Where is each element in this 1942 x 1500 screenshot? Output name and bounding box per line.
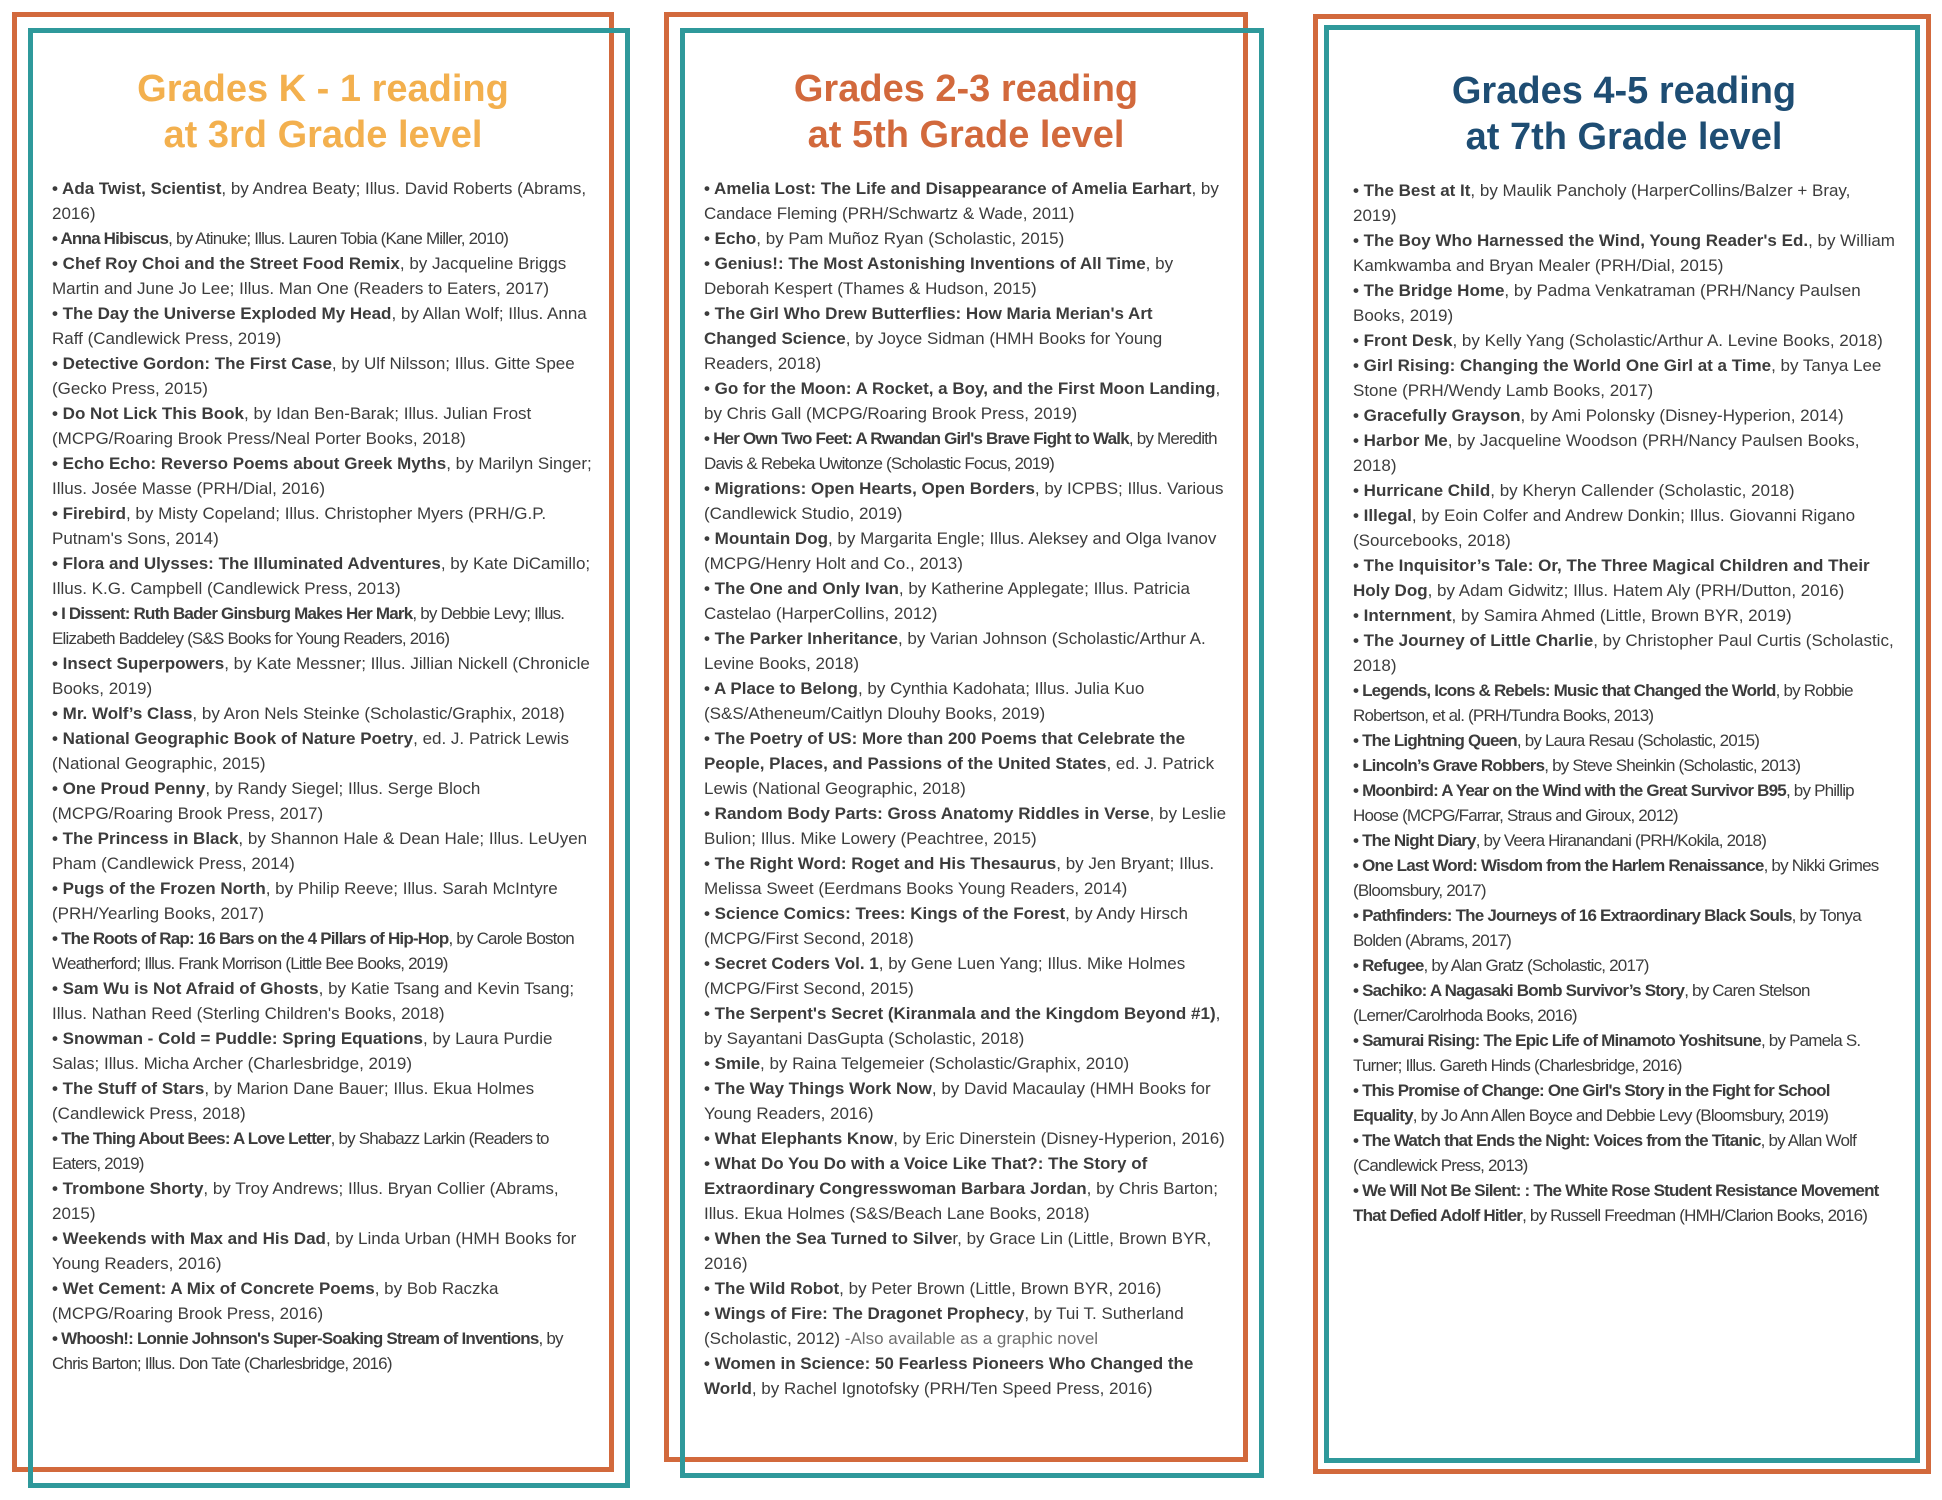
book-list (704, 176, 1228, 1401)
grade-column-2-3 (664, 12, 1264, 1478)
book-details: , by Chris Gall (MCPG/Roaring Brook Press, 2019) (704, 379, 1221, 423)
book-entry (704, 801, 1228, 851)
column-heading (1353, 68, 1895, 160)
book-details: , by Andrea Beaty; Illus. David Roberts (Abrams, 2016) (52, 179, 587, 223)
book-details: , by William Kamkwamba and Bryan Mealer (PRH/Dial, 2015) (1353, 231, 1895, 275)
book-details: , by Kheryn Callender (Scholastic, 2018) (1490, 481, 1795, 500)
book-entry (704, 626, 1228, 676)
book-title: • The One and Only Ivan (704, 579, 899, 598)
book-entry (704, 576, 1228, 626)
book-entry (52, 926, 594, 976)
book-entry (52, 301, 594, 351)
book-entry (52, 1176, 594, 1226)
book-details: , by Carole Boston Weatherford; Illus. Frank Morrison (Little Bee Books, 2019) (52, 929, 574, 973)
book-entry (52, 451, 594, 501)
book-entry (704, 1126, 1228, 1151)
book-details: , by Robbie Robertson, et al. (PRH/Tundra Books, 2013) (1353, 681, 1853, 725)
book-title: • Science Comics: Trees: Kings of the Forest (704, 904, 1066, 923)
book-details: , by Tonya Bolden (Abrams, 2017) (1353, 906, 1861, 950)
book-entry (1353, 978, 1895, 1028)
book-title: • Amelia Lost: The Life and Disappearance of Amelia Earhart (704, 179, 1192, 198)
column-content (704, 38, 1228, 1452)
book-entry (704, 526, 1228, 576)
book-details: , by Debbie Levy; Illus. Elizabeth Baddeley (S&S Books for Young Readers, 2016) (52, 604, 565, 648)
book-details: , by Joyce Sidman (HMH Books for Young Readers, 2018) (704, 329, 1163, 373)
book-details: , by Aron Nels Steinke (Scholastic/Graphix, 2018) (192, 704, 565, 723)
book-details: , by Russell Freedman (HMH/Clarion Books, 2016) (1522, 1206, 1868, 1225)
book-details: r, by Grace Lin (Little, Brown BYR, 2016) (704, 1229, 1212, 1273)
grade-column-k1 (12, 12, 630, 1488)
book-title: • Women in Science: 50 Fearless Pioneers Who Changed the World (704, 1354, 1194, 1398)
heading-line-2: at 7th Grade level (1465, 116, 1783, 158)
book-title: • When the Sea Turned to Silve (704, 1229, 953, 1248)
book-details: , by Katie Tsang and Kevin Tsang; Illus. Nathan Reed (Sterling Children's Books, 2018) (52, 979, 575, 1023)
book-title: • The Girl Who Drew Butterflies: How Maria Merian's Art Changed Science (704, 304, 1153, 348)
book-details: , by Laura Purdie Salas; Illus. Micha Archer (Charlesbridge, 2019) (52, 1029, 553, 1073)
book-title: • The Princess in Black (52, 829, 239, 848)
book-title: • Hurricane Child (1353, 481, 1491, 500)
book-details: , by Eoin Colfer and Andrew Donkin; Illus. Giovanni Rigano (Sourcebooks, 2018) (1353, 506, 1856, 550)
book-title: • Lincoln’s Grave Robbers (1353, 756, 1545, 775)
book-title: • Anna Hibiscus (52, 229, 169, 248)
book-details: , by Jen Bryant; Illus. Melissa Sweet (Eerdmans Books Young Readers, 2014) (704, 854, 1215, 898)
book-entry (52, 701, 594, 726)
book-details: , by Jacqueline Woodson (PRH/Nancy Paulsen Books, 2018) (1353, 431, 1860, 475)
book-title: • Chef Roy Choi and the Street Food Remix (52, 254, 400, 273)
book-entry (704, 726, 1228, 801)
book-entry (704, 251, 1228, 301)
book-details: , by Chris Barton; Illus. Don Tate (Charlesbridge, 2016) (52, 1329, 563, 1373)
book-entry (52, 1276, 594, 1326)
book-details: , by Randy Siegel; Illus. Serge Bloch (MCPG/Roaring Brook Press, 2017) (52, 779, 481, 823)
book-title: • Random Body Parts: Gross Anatomy Riddles in Verse (704, 804, 1150, 823)
column-heading (52, 66, 594, 158)
book-entry (1353, 353, 1895, 403)
book-entry (1353, 478, 1895, 503)
book-details: , ed. J. Patrick Lewis (National Geographic, 2015) (52, 729, 570, 773)
book-details: , by Laura Resau (Scholastic, 2015) (1516, 731, 1760, 750)
book-entry (1353, 553, 1895, 603)
book-title: • The Thing About Bees: A Love Letter (52, 1129, 331, 1148)
book-title: • Internment (1353, 606, 1452, 625)
book-entry (1353, 828, 1895, 853)
availability-note: -Also available as a graphic novel (844, 1329, 1099, 1348)
book-title: • Mr. Wolf’s Class (52, 704, 193, 723)
book-entry (52, 551, 594, 601)
book-details: , by Ulf Nilsson; Illus. Gitte Spee (Gecko Press, 2015) (52, 354, 575, 398)
book-details: , by Rachel Ignotofsky (PRH/Ten Speed Press, 2016) (751, 1379, 1153, 1398)
heading-line-1: Grades 4-5 reading (1451, 70, 1797, 112)
book-details: , ed. J. Patrick Lewis (National Geographic, 2018) (704, 754, 1215, 798)
book-title: • What Do You Do with a Voice Like That?: The Story of Extraordinary Congresswoman Barbara Jordan (704, 1154, 1148, 1198)
book-details: , by Veera Hiranandani (PRH/Kokila, 2018) (1475, 831, 1767, 850)
book-title: • Front Desk (1353, 331, 1453, 350)
book-details: , by Kelly Yang (Scholastic/Arthur A. Levine Books, 2018) (1452, 331, 1883, 350)
book-title: • Moonbird: A Year on the Wind with the Great Survivor B95 (1353, 781, 1786, 800)
book-title: • Legends, Icons & Rebels: Music that Changed the World (1353, 681, 1776, 700)
book-title: • Echo (704, 229, 757, 248)
book-entry (704, 476, 1228, 526)
book-entry (1353, 228, 1895, 278)
book-details: , by Meredith Davis & Rebeka Uwitonze (Scholastic Focus, 2019) (704, 429, 1217, 473)
book-list (52, 176, 594, 1376)
book-details: , by Phillip Hoose (MCPG/Farrar, Straus and Giroux, 2012) (1353, 781, 1854, 825)
book-title: • The Serpent's Secret (Kiranmala and the Kingdom Beyond #1) (704, 1004, 1216, 1023)
book-title: • Detective Gordon: The First Case (52, 354, 332, 373)
book-details: , by Marion Dane Bauer; Illus. Ekua Holmes (Candlewick Press, 2018) (52, 1079, 535, 1123)
book-entry (52, 976, 594, 1026)
book-details: , by Kate DiCamillo; Illus. K.G. Campbell (Candlewick Press, 2013) (52, 554, 591, 598)
book-details: , by Andy Hirsch (MCPG/First Second, 2018) (704, 904, 1188, 948)
book-title: • One Last Word: Wisdom from the Harlem Renaissance (1353, 856, 1764, 875)
book-entry (52, 351, 594, 401)
book-entry (52, 1326, 594, 1376)
book-title: • The Roots of Rap: 16 Bars on the 4 Pillars of Hip-Hop (52, 929, 449, 948)
book-entry (52, 776, 594, 826)
book-entry (1353, 903, 1895, 953)
book-details: , by Peter Brown (Little, Brown BYR, 2016) (839, 1279, 1162, 1298)
book-title: • The Boy Who Harnessed the Wind, Young Reader's Ed. (1353, 231, 1809, 250)
book-entry (1353, 328, 1895, 353)
grade-column-4-5 (1313, 14, 1931, 1474)
book-details: , by Deborah Kespert (Thames & Hudson, 2015) (704, 254, 1174, 298)
column-content (1353, 40, 1895, 1448)
book-details: , by Sayantani DasGupta (Scholastic, 2018) (704, 1004, 1221, 1048)
book-details: , by Jo Ann Allen Boyce and Debbie Levy (Bloomsbury, 2019) (1412, 1106, 1829, 1125)
book-entry (704, 1226, 1228, 1276)
book-title: • The Stuff of Stars (52, 1079, 205, 1098)
book-details: , by Bob Raczka (MCPG/Roaring Brook Press, 2016) (52, 1279, 499, 1323)
book-entry (52, 226, 594, 251)
book-entry (704, 1351, 1228, 1401)
book-entry (1353, 1078, 1895, 1128)
book-title: • Harbor Me (1353, 431, 1448, 450)
book-entry (52, 601, 594, 651)
book-title: • National Geographic Book of Nature Poetry (52, 729, 414, 748)
book-entry (704, 1051, 1228, 1076)
book-title: • Pathfinders: The Journeys of 16 Extraordinary Black Souls (1353, 906, 1792, 925)
book-entry (52, 651, 594, 701)
book-entry (704, 226, 1228, 251)
book-title: • Secret Coders Vol. 1 (704, 954, 879, 973)
book-entry (1353, 853, 1895, 903)
book-entry (1353, 178, 1895, 228)
book-details: , by Troy Andrews; Illus. Bryan Collier (Abrams, 2015) (52, 1179, 559, 1223)
heading-line-2: at 3rd Grade level (163, 114, 483, 156)
book-title: • The Journey of Little Charlie (1353, 631, 1594, 650)
book-details: , by Marilyn Singer; Illus. Josée Masse (PRH/Dial, 2016) (52, 454, 592, 498)
book-entry (1353, 603, 1895, 628)
book-details: , by Atinuke; Illus. Lauren Tobia (Kane Miller, 2010) (168, 229, 509, 248)
book-details: , by Christopher Paul Curtis (Scholastic, 2018) (1353, 631, 1894, 675)
book-title: • Pugs of the Frozen North (52, 879, 266, 898)
book-title: • The Bridge Home (1353, 281, 1505, 300)
book-entry (52, 176, 594, 226)
book-entry (52, 1226, 594, 1276)
book-title: • Refugee (1353, 956, 1424, 975)
book-details: , by Alan Gratz (Scholastic, 2017) (1423, 956, 1649, 975)
book-title: • The Way Things Work Now (704, 1079, 932, 1098)
book-entry (52, 826, 594, 876)
book-entry (704, 301, 1228, 376)
book-details: , by ICPBS; Illus. Various (Candlewick Studio, 2019) (704, 479, 1224, 523)
book-entry (52, 251, 594, 301)
book-details: , by Adam Gidwitz; Illus. Hatem Aly (PRH/Dutton, 2016) (1427, 581, 1845, 600)
book-details: , by Philip Reeve; Illus. Sarah McIntyre (PRH/Yearling Books, 2017) (52, 879, 558, 923)
book-title: • The Right Word: Roget and His Thesaurus (704, 854, 1057, 873)
book-entry (52, 1076, 594, 1126)
book-details: , by Tanya Lee Stone (PRH/Wendy Lamb Books, 2017) (1353, 356, 1882, 400)
book-title: • Gracefully Grayson (1353, 406, 1521, 425)
book-details: , by Samira Ahmed (Little, Brown BYR, 2019) (1451, 606, 1792, 625)
book-title: • The Day the Universe Exploded My Head (52, 304, 392, 323)
book-title: • The Parker Inheritance (704, 629, 898, 648)
book-title: • The Wild Robot (704, 1279, 840, 1298)
book-details: , by Nikki Grimes (Bloomsbury, 2017) (1353, 856, 1879, 900)
book-details: , by Pam Muñoz Ryan (Scholastic, 2015) (756, 229, 1065, 248)
book-title: • Girl Rising: Changing the World One Girl at a Time (1353, 356, 1772, 375)
book-title: • Sam Wu is Not Afraid of Ghosts (52, 979, 319, 998)
book-title: • Weekends with Max and His Dad (52, 1229, 326, 1248)
book-details: , by Maulik Pancholy (HarperCollins/Balzer + Bray, 2019) (1353, 181, 1851, 225)
book-entry (1353, 428, 1895, 478)
book-entry (1353, 403, 1895, 428)
book-title: • Mountain Dog (704, 529, 828, 548)
book-title: • Genius!: The Most Astonishing Inventions of All Time (704, 254, 1146, 273)
book-entry (1353, 753, 1895, 778)
book-title: • The Night Diary (1353, 831, 1476, 850)
book-title: • Migrations: Open Hearts, Open Borders (704, 479, 1035, 498)
book-title: • What Elephants Know (704, 1129, 894, 1148)
book-details: , by Gene Luen Yang; Illus. Mike Holmes (MCPG/First Second, 2015) (704, 954, 1186, 998)
book-entry (1353, 1128, 1895, 1178)
book-entry (704, 1301, 1228, 1351)
book-details: , by Margarita Engle; Illus. Aleksey and Olga Ivanov (MCPG/Henry Holt and Co., 2013) (704, 529, 1217, 573)
book-title: • Smile (704, 1054, 761, 1073)
book-entry (704, 676, 1228, 726)
book-details: , by Misty Copeland; Illus. Christopher Myers (PRH/G.P. Putnam's Sons, 2014) (52, 504, 547, 548)
book-details: , by Linda Urban (HMH Books for Young Readers, 2016) (52, 1229, 577, 1273)
book-entry (1353, 728, 1895, 753)
book-entry (1353, 1028, 1895, 1078)
book-details: , by Leslie Bulion; Illus. Mike Lowery (Peachtree, 2015) (704, 804, 1227, 848)
book-details: , by Shabazz Larkin (Readers to Eaters, 2019) (52, 1129, 549, 1173)
book-title: • Illegal (1353, 506, 1412, 525)
book-entry (704, 1076, 1228, 1126)
book-entry (52, 1026, 594, 1076)
book-details: , by Idan Ben-Barak; Illus. Julian Frost (MCPG/Roaring Brook Press/Neal Porter Books, 2018) (52, 404, 532, 448)
book-details: , by Padma Venkatraman (PRH/Nancy Paulsen Books, 2019) (1353, 281, 1861, 325)
book-title: • The Best at It (1353, 181, 1471, 200)
book-title: • Go for the Moon: A Rocket, a Boy, and the First Moon Landing (704, 379, 1216, 398)
book-title: • The Lightning Queen (1353, 731, 1517, 750)
book-details: , by Raina Telgemeier (Scholastic/Graphix, 2010) (760, 1054, 1130, 1073)
book-title: • The Inquisitor’s Tale: Or, The Three Magical Children and Their Holy Dog (1353, 556, 1870, 600)
book-entry (1353, 778, 1895, 828)
book-title: • The Poetry of US: More than 200 Poems that Celebrate the People, Places, and Passions of the United States (704, 729, 1186, 773)
book-title: • Wings of Fire: The Dragonet Prophecy (704, 1304, 1025, 1323)
column-content (52, 38, 594, 1462)
book-title: • Wet Cement: A Mix of Concrete Poems (52, 1279, 375, 1298)
book-entry (1353, 678, 1895, 728)
book-list (1353, 178, 1895, 1228)
book-entry (704, 851, 1228, 901)
book-details: , by David Macaulay (HMH Books for Young Readers, 2016) (704, 1079, 1211, 1123)
book-title: • Insect Superpowers (52, 654, 225, 673)
book-entry (704, 1151, 1228, 1226)
book-details: , by Pamela S. Turner; Illus. Gareth Hinds (Charlesbridge, 2016) (1353, 1031, 1861, 1075)
book-title: • Do Not Lick This Book (52, 404, 245, 423)
book-title: • Her Own Two Feet: A Rwandan Girl's Brave Fight to Walk (704, 429, 1129, 448)
book-entry (52, 876, 594, 926)
book-details: , by Kate Messner; Illus. Jillian Nickell (Chronicle Books, 2019) (52, 654, 590, 698)
book-entry (52, 1126, 594, 1176)
book-details: , by Allan Wolf; Illus. Anna Raff (Candlewick Press, 2019) (52, 304, 587, 348)
book-title: • One Proud Penny (52, 779, 206, 798)
book-details: , by Eric Dinerstein (Disney-Hyperion, 2016) (893, 1129, 1225, 1148)
book-details: , by Katherine Applegate; Illus. Patricia Castelao (HarperCollins, 2012) (704, 579, 1190, 623)
heading-line-2: at 5th Grade level (807, 114, 1125, 156)
book-title: • Firebird (52, 504, 126, 523)
book-title: • A Place to Belong (704, 679, 858, 698)
book-entry (704, 951, 1228, 1001)
book-entry (1353, 1178, 1895, 1228)
heading-line-1: Grades 2-3 reading (793, 68, 1139, 110)
book-entry (52, 501, 594, 551)
book-entry (1353, 503, 1895, 553)
book-title: • I Dissent: Ruth Bader Ginsburg Makes Her Mark (52, 604, 413, 623)
book-details: , by Chris Barton; Illus. Ekua Holmes (S&S/Beach Lane Books, 2018) (704, 1179, 1218, 1223)
book-entry (704, 1276, 1228, 1301)
book-entry (704, 376, 1228, 426)
book-details: , by Cynthia Kadohata; Illus. Julia Kuo (S&S/Atheneum/Caitlyn Dlouhy Books, 2019) (704, 679, 1145, 723)
book-details: , by Shannon Hale & Dean Hale; Illus. LeUyen Pham (Candlewick Press, 2014) (52, 829, 588, 873)
book-title: • Flora and Ulysses: The Illuminated Adventures (52, 554, 441, 573)
book-details: , by Caren Stelson (Lerner/Carolrhoda Books, 2016) (1353, 981, 1810, 1025)
book-details: , by Ami Polonsky (Disney-Hyperion, 2014) (1520, 406, 1844, 425)
book-title: • Samurai Rising: The Epic Life of Minamoto Yoshitsune (1353, 1031, 1761, 1050)
book-title: • Sachiko: A Nagasaki Bomb Survivor’s Story (1353, 981, 1685, 1000)
book-entry (704, 426, 1228, 476)
book-title: • Trombone Shorty (52, 1179, 204, 1198)
book-entry (1353, 278, 1895, 328)
book-details: , by Steve Sheinkin (Scholastic, 2013) (1544, 756, 1801, 775)
book-title: • Echo Echo: Reverso Poems about Greek Myths (52, 454, 447, 473)
book-title: • We Will Not Be Silent: : The White Rose Student Resistance Movement That Defied Adolf Hitler (1353, 1181, 1879, 1225)
book-details: , by Jacqueline Briggs Martin and June Jo Lee; Illus. Man One (Readers to Eaters, 2017) (52, 254, 567, 298)
book-title: • Snowman - Cold = Puddle: Spring Equations (52, 1029, 423, 1048)
book-entry (704, 176, 1228, 226)
heading-line-1: Grades K - 1 reading (137, 68, 509, 110)
book-details: , by Varian Johnson (Scholastic/Arthur A. Levine Books, 2018) (704, 629, 1206, 673)
book-title: • The Watch that Ends the Night: Voices from the Titanic (1353, 1131, 1761, 1150)
book-entry (52, 401, 594, 451)
book-title: • This Promise of Change: One Girl's Story in the Fight for School Equality (1353, 1081, 1830, 1125)
book-details: , by Tui T. Sutherland (Scholastic, 2012) (704, 1304, 1184, 1348)
book-title: • Ada Twist, Scientist (52, 179, 222, 198)
book-entry (1353, 953, 1895, 978)
column-heading (704, 66, 1228, 158)
book-entry (52, 726, 594, 776)
book-details: , by Allan Wolf (Candlewick Press, 2013) (1353, 1131, 1856, 1175)
book-entry (704, 1001, 1228, 1051)
book-entry (704, 901, 1228, 951)
book-title: • Whoosh!: Lonnie Johnson's Super-Soaking Stream of Inventions (52, 1329, 539, 1348)
book-entry (1353, 628, 1895, 678)
book-details: , by Candace Fleming (PRH/Schwartz & Wade, 2011) (704, 179, 1219, 223)
